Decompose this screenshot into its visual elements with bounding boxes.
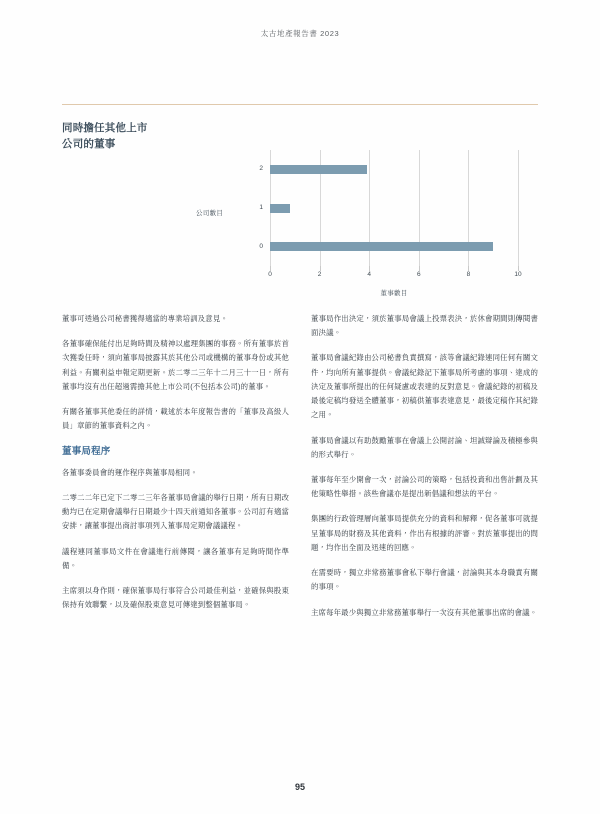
body-paragraph: 董事局作出決定，須於董事局會議上投票表決，於休會期間則傳閱書面決議。 xyxy=(311,314,538,338)
chart-y-tick xyxy=(259,165,271,173)
chart-y-tick-label: 0 xyxy=(259,242,263,250)
body-paragraph: 董事每年至少開會一次，討論公司的策略，包括投資和出售計劃及其他策略性舉措。該些會議亦是提出新倡議和想法的平台。 xyxy=(311,474,538,499)
chart-x-tick-mark xyxy=(320,266,321,271)
chart-y-tick xyxy=(259,203,271,211)
chart-x-tick-label: 2 xyxy=(317,271,322,278)
body-paragraph: 在需要時，獨立非常務董事會私下舉行會議，討論與其本身職責有關的事項。 xyxy=(311,568,538,592)
chart-x-tick-label: 0 xyxy=(268,271,272,278)
body-paragraph: 集團的行政管理層向董事局提供充分的資料和解釋，促各董事可就提呈董事局的財務及其他資料，作出有根據的評審。對於董事提出的問題，均作出全面及迅速的回應。 xyxy=(311,514,538,552)
body-paragraph: 議程連同董事局文件在會議進行前傳閱，讓各董事有足夠時間作準備。 xyxy=(62,546,289,570)
running-header: 太古地產報告書 2023 xyxy=(260,29,340,38)
chart-y-axis-label: 公司數目 xyxy=(196,210,224,217)
body-paragraph: 主席須以身作則，確保董事局行事符合公司最佳利益，並確保與股東保持有效聯繫，以及確保股東意見可傳達到整個董事局。 xyxy=(62,586,289,610)
body-paragraph: 董事局會議以有助鼓勵董事在會議上公開討論、坦誠辯論及積極參與的形式舉行。 xyxy=(311,435,538,459)
right-text-column xyxy=(311,312,538,631)
page-title-line-2: 公司的董事 xyxy=(62,138,116,151)
chart-x-tick-mark xyxy=(468,266,469,271)
chart-x-tick-label: 6 xyxy=(416,271,421,278)
chart-bar xyxy=(270,165,367,174)
chart-x-axis-label: 董事數目 xyxy=(380,290,408,297)
chart-y-tick-label: 2 xyxy=(259,165,263,173)
directors-bar-chart xyxy=(196,150,538,300)
page-title xyxy=(62,120,252,153)
page-number: 95 xyxy=(294,782,305,792)
page-title-line-1: 同時擔任其他上市 xyxy=(62,122,148,134)
chart-y-tick xyxy=(259,242,271,250)
body-paragraph: 各董事委員會的運作程序與董事局相同。 xyxy=(62,467,198,477)
chart-bar xyxy=(270,242,493,251)
body-columns xyxy=(62,312,538,631)
chart-bar xyxy=(270,204,290,213)
chart-plot-area xyxy=(259,150,518,266)
chart-x-axis-ticks xyxy=(268,271,522,286)
body-paragraph: 董事可透過公司秘書獲得適當的專業培訓及意見。 xyxy=(62,314,228,323)
chart-x-tick-mark xyxy=(419,266,420,271)
chart-x-tick-mark xyxy=(270,266,271,271)
chart-y-tick-label: 1 xyxy=(259,203,263,211)
chart-x-tick-label: 10 xyxy=(514,271,522,278)
body-paragraph: 董事局會議紀錄由公司秘書負責撰寫，該等會議紀錄連同任何有關文件，均向所有董事提供。會議紀錄記下董事局所考慮的事項、達成的決定及董事所提出的任何疑慮或表達的反對意見。會議紀錄的初稿及最後定稿均發送全體董事，初稿供董事表達意見，最後定稿作其紀錄之用。 xyxy=(311,353,538,420)
chart-x-tick-label: 4 xyxy=(367,271,371,278)
chart-gridline xyxy=(518,150,519,266)
chart-x-tick-label: 8 xyxy=(466,271,471,278)
body-paragraph: 各董事確保能付出足夠時間及精神以處理集團的事務。所有董事於首次獲委任時，須向董事局披露其於其他公司或機構的董事身份或其他利益。有關利益申報定期更新。於二零二三年十二月三十一日，所有董事均沒有出任超過需擔其他上市公司(不包括本公司)的董事。 xyxy=(62,339,289,391)
body-paragraph: 有關各董事其他委任的詳情，載述於本年度報告書的「董事及高級人員」章節的董事資料之內。 xyxy=(62,407,289,431)
left-text-column xyxy=(62,312,289,631)
chart-x-tick-mark xyxy=(518,266,519,271)
body-paragraph: 主席每年最少與獨立非常務董事舉行一次沒有其他董事出席的會議。 xyxy=(311,607,538,617)
header-rule-divider xyxy=(62,104,538,105)
chart-x-tick-mark xyxy=(369,266,370,271)
body-paragraph: 二零二二年已定下二零二三年各董事局會議的舉行日期，所有日期改動均已在定期會議舉行日期最少十四天前通知各董事。公司訂有適當安排，讓董事提出商討事項列入董事局定期會議議程。 xyxy=(62,493,289,531)
sub-heading: 董事局程序 xyxy=(62,445,111,457)
